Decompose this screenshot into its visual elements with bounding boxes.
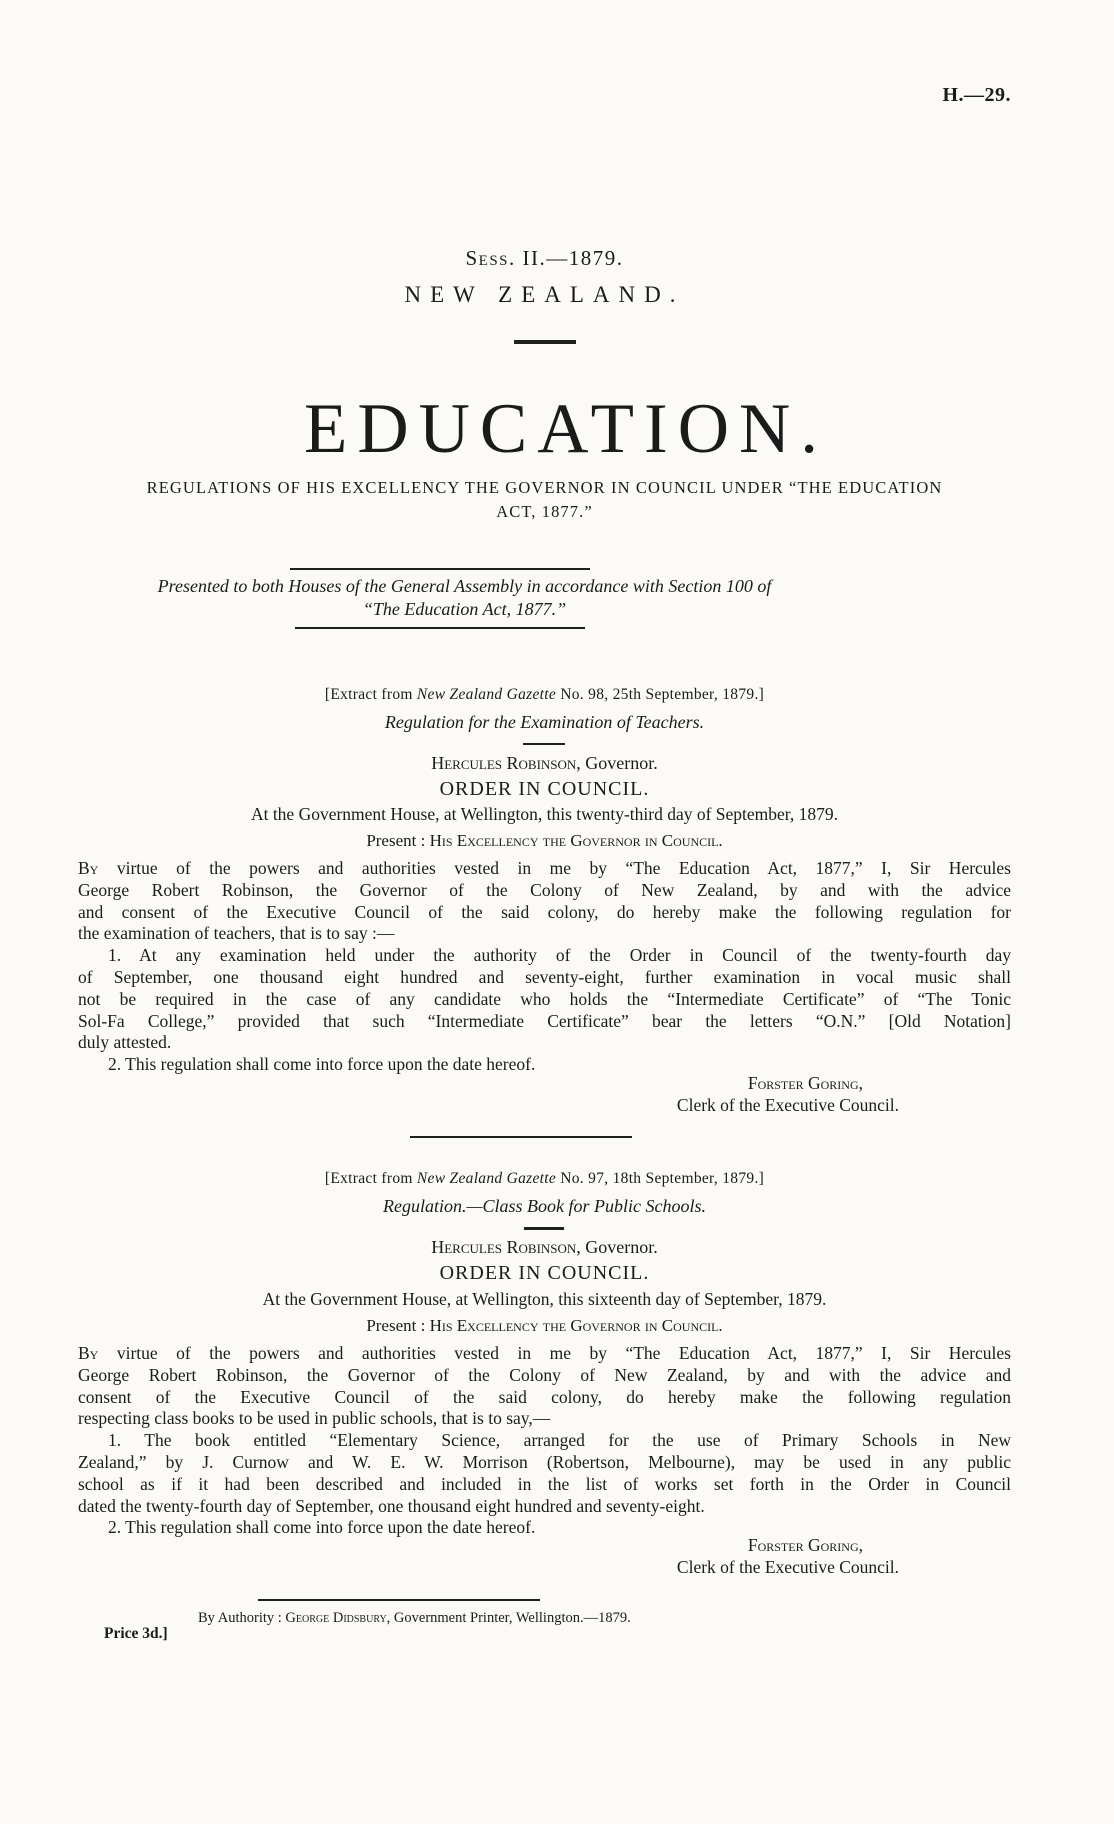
order-in-council-2: ORDER IN COUNCIL. (439, 1262, 650, 1284)
body-line (78, 1343, 1011, 1365)
body-line: George Robert Robinson, the Governor of the Colony of New Zealand, by and with the advice and (78, 1364, 1011, 1385)
session-prefix: Sess. (465, 246, 516, 270)
body-line: of September, one thousand eight hundred and seventy-eight, further examination in vocal music shall (78, 966, 1011, 987)
present-body: His Excellency the Governor in Council. (429, 831, 723, 850)
extract-suffix: No. 97, 18th September, 1879.] (556, 1170, 765, 1187)
body-line: not be required in the case of any candidate who holds the “Intermediate Certificate” of “The Tonic (78, 988, 1011, 1009)
body-line: Sol-Fa College,” provided that such “Intermediate Certificate” bear the letters “O.N.” [Old Notation] (78, 1010, 1011, 1031)
signature-title-1: Clerk of the Executive Council. (676, 1095, 899, 1115)
place-date-line-2: At the Government House, at Wellington, this sixteenth day of September, 1879. (262, 1289, 827, 1309)
governor-name: Hercules Robinson (431, 753, 577, 773)
subtitle-line-1: REGULATIONS OF HIS EXCELLENCY THE GOVERNOR IN COUNCIL UNDER “THE EDUCATION (146, 478, 943, 497)
present-line-1 (78, 831, 1011, 851)
extract-prefix: [Extract from (324, 1170, 417, 1187)
body-line: school as if it had been described and included in the list of works set forth in the Order in Council (78, 1473, 1011, 1494)
gazette-name: New Zealand Gazette (416, 1170, 557, 1187)
body-line-clause-1: 1. At any examination held under the authority of the Order in Council of the twenty-fourth day (108, 945, 1011, 966)
body-line: Zealand,” by J. Curnow and W. E. W. Morrison (Robertson, Melbourne), may be used in any public (78, 1451, 1011, 1472)
body-line: respecting class books to be used in public schools, that is to say,— (78, 1408, 551, 1429)
governor-line-1 (78, 753, 1011, 774)
signature-title-2: Clerk of the Executive Council. (676, 1557, 899, 1577)
divider-above-presented (290, 568, 590, 570)
order-body-2 (78, 1343, 1011, 1539)
body-line-clause-2: 2. This regulation shall come into force upon the date hereof. (108, 1517, 536, 1538)
present-label: Present : (366, 1316, 430, 1335)
signature-name-2: Forster Goring, (747, 1535, 863, 1555)
body-line: and consent of the Executive Council of the said colony, do hereby make the following regulation for (78, 901, 1011, 922)
gazette-name: New Zealand Gazette (416, 686, 557, 703)
authority-suffix: , Government Printer, Wellington.—1879. (386, 1610, 631, 1626)
imprint-line (198, 1610, 631, 1627)
body-line: duly attested. (78, 1032, 172, 1053)
body-line (78, 858, 1011, 880)
governor-suffix: , Governor. (576, 1237, 658, 1257)
authority-label: By Authority : (198, 1610, 286, 1626)
divider-footer (258, 1599, 540, 1601)
regulation-heading-2: Regulation.—Class Book for Public Schools. (383, 1196, 706, 1216)
extract-prefix: [Extract from (324, 686, 417, 703)
present-line-2 (78, 1316, 1011, 1336)
divider-tiny-2 (524, 1227, 564, 1230)
governor-name: Hercules Robinson (431, 1237, 577, 1257)
divider-tiny-1 (523, 743, 565, 745)
subtitle-line-2: ACT, 1877.” (496, 502, 593, 521)
printer-name: George Didsbury (285, 1610, 387, 1626)
body-line: George Robert Robinson, the Governor of the Colony of New Zealand, by and with the advice (78, 879, 1011, 900)
extract-suffix: No. 98, 25th September, 1879.] (556, 686, 765, 703)
divider-between-sections (410, 1136, 632, 1138)
session-rest: II.—1879. (515, 246, 624, 270)
extract-citation-2 (78, 1170, 1011, 1188)
governor-suffix: , Governor. (576, 753, 658, 773)
presented-line-1: Presented to both Houses of the General Assembly in accordance with Section 100 of (157, 576, 772, 596)
session-line (78, 246, 1011, 271)
regulation-heading-1: Regulation for the Examination of Teachers. (384, 712, 705, 732)
divider-thick-short (514, 340, 576, 344)
present-body: His Excellency the Governor in Council. (429, 1316, 723, 1335)
presented-line-2: “The Education Act, 1877.” (362, 599, 567, 619)
body-line: the examination of teachers, that is to say :— (78, 923, 395, 944)
country-title: NEW ZEALAND. (404, 282, 685, 307)
extract-citation-1 (78, 686, 1011, 704)
by-word: By (78, 858, 99, 878)
body-line: consent of the Executive Council of the said colony, do hereby make the following regulation (78, 1386, 1011, 1407)
signature-name-1: Forster Goring, (747, 1073, 863, 1093)
divider-below-presented (295, 627, 585, 629)
order-in-council-1: ORDER IN COUNCIL. (439, 778, 650, 800)
doc-reference: H.—29. (942, 84, 1011, 106)
governor-line-2 (78, 1237, 1011, 1258)
by-word: By (78, 1343, 99, 1363)
order-body-1 (78, 858, 1011, 1076)
body-line: dated the twenty-fourth day of September, one thousand eight hundred and seventy-eight. (78, 1495, 705, 1516)
body-line-clause-1: 1. The book entitled “Elementary Science, arranged for the use of Primary Schools in New (108, 1430, 1011, 1451)
present-label: Present : (366, 831, 430, 850)
body-line-clause-2: 2. This regulation shall come into force upon the date hereof. (108, 1054, 536, 1075)
price-label: Price 3d.] (104, 1625, 168, 1642)
page-title: EDUCATION. (304, 390, 828, 468)
body-text: virtue of the powers and authorities vested in me by “The Education Act, 1877,” I, Sir Hercules (98, 858, 1011, 878)
place-date-line-1: At the Government House, at Wellington, this twenty-third day of September, 1879. (250, 804, 839, 824)
body-text: virtue of the powers and authorities vested in me by “The Education Act, 1877,” I, Sir Hercules (98, 1343, 1011, 1363)
